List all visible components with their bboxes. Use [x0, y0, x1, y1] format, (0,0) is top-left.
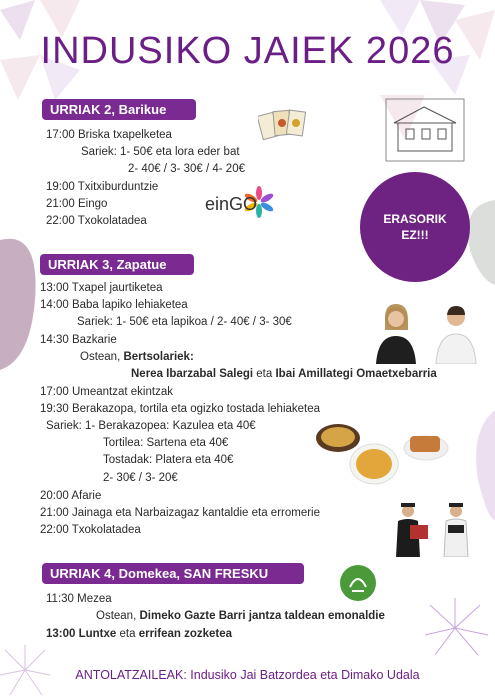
event-line: 13:00 Txapel jaurtiketea	[40, 282, 163, 294]
badge-line-1: ERASORIK	[383, 212, 447, 226]
erasorik-ez-badge	[360, 172, 470, 282]
event-text-bold: Nerea Ibarzabal Salegi	[131, 368, 254, 380]
event-line: 14:30 Bazkarie	[40, 334, 117, 346]
event-line: 11:30 Mezea	[46, 593, 112, 605]
footer-label: ANTOLATZAILEAK:	[75, 668, 187, 682]
event-line: 19:30 Berakazopa, tortila eta ogizko tostada lehiaketea	[40, 403, 321, 415]
event-line: 20:00 Afarie	[40, 490, 102, 502]
event-line: Sariek: 1- 50€ eta lora eder bat	[81, 146, 240, 158]
day-header-1: URRIAK 2, Barikue	[42, 99, 196, 120]
day-header-2: URRIAK 3, Zapatue	[40, 254, 194, 275]
event-line: Sariek: 1- Berakazopea: Kazulea eta 40€	[46, 420, 256, 432]
bertsolari-portraits	[374, 300, 484, 364]
organizers-footer	[0, 668, 495, 682]
page-title: INDUSIKO JAIEK 2026	[40, 30, 455, 72]
event-line: 17:00 Umeantzat ekintzak	[40, 386, 173, 398]
playing-cards-icon	[258, 108, 316, 146]
event-text-bold: 13:00 Luntxe	[46, 628, 117, 640]
event-line	[46, 628, 232, 640]
footer-text: Indusiko Jai Batzordea eta Dimako Udala	[186, 668, 420, 682]
event-text-bold: Dimeko Gazte Barri jantza taldean emonaldie	[139, 610, 385, 622]
building-sketch-icon	[384, 97, 466, 163]
event-line: 22:00 Txokolatadea	[40, 524, 141, 536]
event-line	[131, 368, 437, 380]
event-line: 14:00 Baba lapiko lehiaketea	[40, 299, 188, 311]
event-line	[80, 351, 194, 363]
day-header-3: URRIAK 4, Domekea, SAN FRESKU	[42, 563, 304, 584]
event-text-bold: Bertsolariek:	[123, 351, 194, 363]
firework-bottom-right	[425, 598, 488, 655]
event-text: eta	[253, 368, 276, 380]
event-line: 17:00 Briska txapelketea	[46, 129, 172, 141]
event-line	[96, 610, 385, 622]
event-line: 2- 40€ / 3- 30€ / 4- 20€	[128, 163, 245, 175]
event-line: Tortilea: Sartena eta 40€	[103, 437, 229, 449]
dimako-green-logo-icon	[338, 563, 378, 603]
event-text: Ostean,	[96, 610, 140, 622]
badge-line-2: EZ!!!	[401, 228, 429, 242]
eingo-logo	[205, 184, 275, 226]
food-dishes-image	[314, 420, 449, 488]
event-text: eta	[116, 628, 139, 640]
event-text-bold: errifean zozketea	[138, 628, 233, 640]
event-line: 19:00 Txitxiburduntzie	[46, 181, 159, 193]
event-line: 21:00 Jainaga eta Narbaizagaz kantaldie eta erromerie	[40, 507, 321, 519]
eingo-logo-text: einGO	[205, 194, 258, 214]
event-text-bold: Ibai Amillategi Omaetxebarria	[275, 368, 437, 380]
event-line: 2- 30€ / 3- 20€	[103, 472, 178, 484]
event-line: Sariek: 1- 50€ eta lapikoa / 2- 40€ / 3- 30€	[77, 316, 292, 328]
event-line: Tostadak: Platera eta 40€	[103, 454, 234, 466]
event-line: 22:00 Txokolatadea	[46, 215, 147, 227]
musicians-image	[392, 503, 477, 557]
event-text: Ostean,	[80, 351, 124, 363]
event-line: 21:00 Eingo	[46, 198, 108, 210]
